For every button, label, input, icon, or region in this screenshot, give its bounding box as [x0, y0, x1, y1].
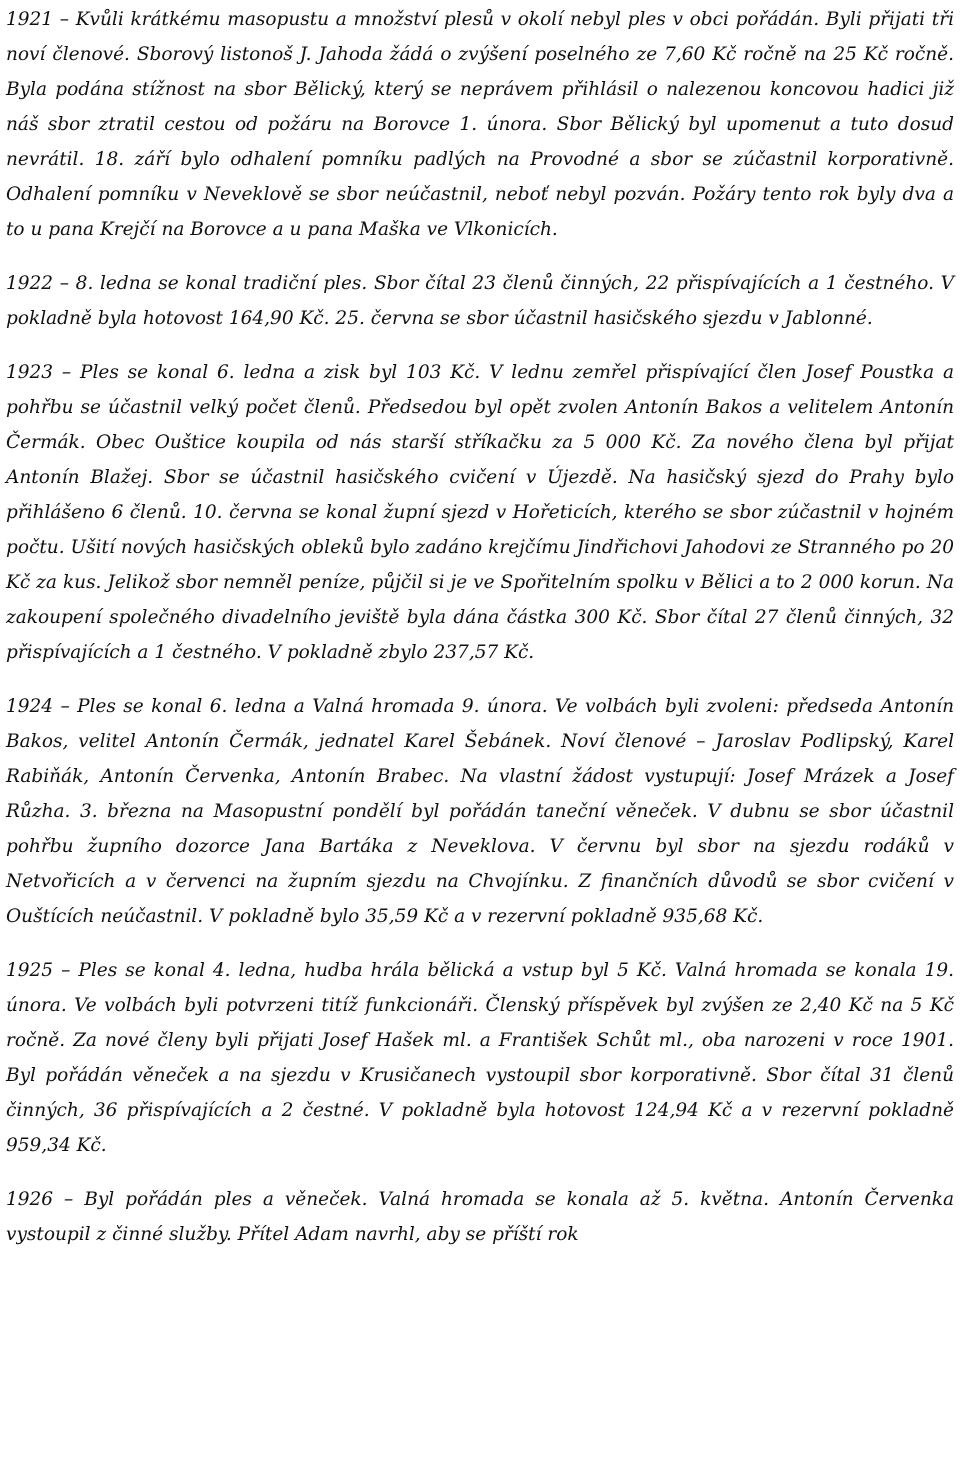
entry-year: 1925 –: [6, 960, 71, 981]
entry-year: 1923 –: [6, 362, 72, 383]
entry-1925: [6, 953, 954, 1163]
entry-1922: [6, 266, 954, 336]
entry-year: 1926 –: [6, 1189, 74, 1210]
entry-text: Ples se konal 4. ledna, hudba hrála bělická a vstup byl 5 Kč. Valná hromada se konala 19. února. Ve volbách byli potvrzeni titíž funkcionáři. Členský příspěvek byl zvýšen ze 2,40 Kč na 5 Kč ročně. Za nové členy byli přijati Josef Hašek ml. a František Schůt ml., oba narozeni v roce 1901. Byl pořádán věneček a na sjezdu v Krusičanech vystoupil sbor korporativně. Sbor čítal 31 členů činných, 36 přispívajících a 2 čestné. V pokladně byla hotovost 124,94 Kč a v rezervní pokladně 959,34 Kč.: [6, 960, 954, 1156]
entry-text: Ples se konal 6. ledna a zisk byl 103 Kč. V lednu zemřel přispívající člen Josef Poustka a pohřbu se účastnil velký počet členů. Předsedou byl opět zvolen Antonín Bakos a velitelem Antonín Čermák. Obec Ouštice koupila od nás starší stříkačku za 5 000 Kč. Za nového člena byl přijat Antonín Blažej. Sbor se účastnil hasičského cvičení v Újezdě. Na hasičský sjezd do Prahy bylo přihlášeno 6 členů. 10. června se konal župní sjezd v Hořeticích, kterého se sbor zúčastnil v hojném počtu. Ušití nových hasičských obleků bylo zadáno krejčímu Jindřichovi Jahodovi ze Stranného po 20 Kč za kus. Jelikož sbor nemněl peníze, půjčil si je ve Spořitelním spolku v Bělici a to 2 000 korun. Na zakoupení společného divadelního jeviště byla dána částka 300 Kč. Sbor čítal 27 členů činných, 32 přispívajících a 1 čestného. V pokladně zbylo 237,57 Kč.: [6, 362, 954, 663]
entry-1921: [6, 2, 954, 247]
entry-1924: [6, 689, 954, 934]
entry-year: 1924 –: [6, 696, 70, 717]
entry-year: 1922 –: [6, 273, 69, 294]
entry-text: Kvůli krátkému masopustu a množství plesů v okolí nebyl ples v obci pořádán. Byli přijati tři noví členové. Sborový listonoš J. Jahoda žádá o zvýšení poselného ze 7,60 Kč ročně na 25 Kč ročně. Byla podána stížnost na sbor Bělický, který se neprávem přihlásil o nalezenou koncovou hadici již náš sbor ztratil cestou od požáru na Borovce 1. února. Sbor Bělický byl upomenut a tuto dosud nevrátil. 18. září bylo odhalení pomníku padlých na Provodné a sbor se zúčastnil korporativně. Odhalení pomníku v Neveklově se sbor neúčastnil, neboť nebyl pozván. Požáry tento rok byly dva a to u pana Krejčí na Borovce a u pana Maška ve Vlkonicích.: [6, 9, 954, 240]
document-page: [6, 2, 954, 1271]
entry-year: 1921 –: [6, 9, 70, 30]
entry-text: Byl pořádán ples a věneček. Valná hromada se konala až 5. května. Antonín Červenka vystoupil z činné služby. Přítel Adam navrhl, aby se příští rok: [6, 1189, 954, 1245]
entry-text: Ples se konal 6. ledna a Valná hromada 9. února. Ve volbách byli zvoleni: předseda Antonín Bakos, velitel Antonín Čermák, jednatel Karel Šebánek. Noví členové – Jaroslav Podlipský, Karel Rabiňák, Antonín Červenka, Antonín Brabec. Na vlastní žádost vystupují: Josef Mrázek a Josef Růzha. 3. března na Masopustní pondělí byl pořádán taneční věneček. V dubnu se sbor účastnil pohřbu župního dozorce Jana Bartáka z Neveklova. V červnu byl sbor na sjezdu rodáků v Netvořicích a v červenci na župním sjezdu na Chvojínku. Z finančních důvodů se sbor cvičení v Ouštících neúčastnil. V pokladně bylo 35,59 Kč a v rezervní pokladně 935,68 Kč.: [6, 696, 954, 927]
entry-1923: [6, 355, 954, 670]
entry-1926: [6, 1182, 954, 1252]
entry-text: 8. ledna se konal tradiční ples. Sbor čítal 23 členů činných, 22 přispívajících a 1 čestného. V pokladně byla hotovost 164,90 Kč. 25. června se sbor účastnil hasičského sjezdu v Jablonné.: [6, 273, 954, 329]
